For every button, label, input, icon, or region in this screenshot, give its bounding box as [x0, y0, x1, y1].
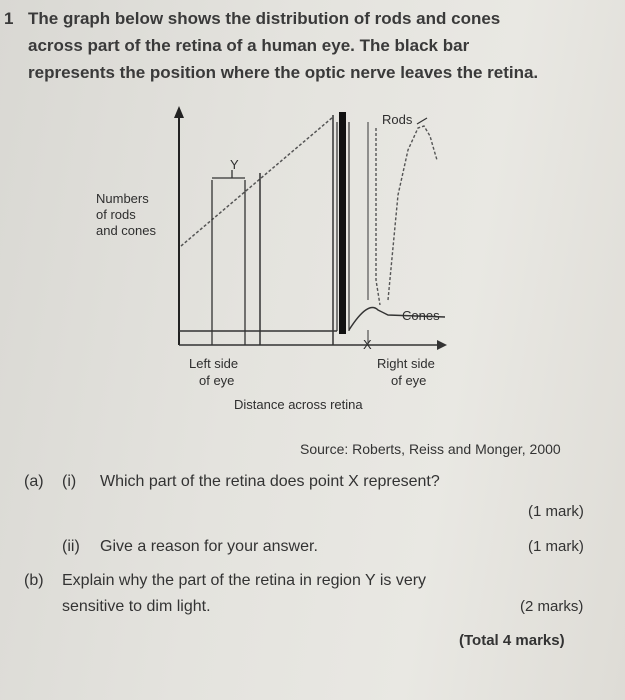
region-y-label: Y	[230, 157, 239, 172]
x-axis-arrow	[437, 340, 447, 350]
rods-curve-left	[181, 117, 333, 246]
part-a-i-question: Which part of the retina does point X represent?	[100, 473, 440, 490]
part-a-i-marks: (1 mark)	[528, 503, 584, 520]
question-number: 1	[4, 9, 14, 28]
question-intro-line-1: The graph below shows the distribution of rods and cones	[28, 9, 501, 28]
part-b-marks: (2 marks)	[520, 598, 584, 615]
part-b-question-line-1: Explain why the part of the retina in region Y is very	[62, 572, 427, 589]
rods-label: Rods	[382, 112, 413, 127]
y-axis-arrow	[174, 106, 184, 118]
part-b-label: (b)	[24, 572, 44, 589]
part-a-label: (a)	[24, 473, 44, 490]
rods-curve-right	[376, 126, 437, 305]
cones-label: Cones	[402, 308, 440, 323]
part-a-ii-marks: (1 mark)	[528, 538, 584, 555]
question-intro-line-2: across part of the retina of a human eye. The black bar	[28, 36, 470, 55]
part-b-question-line-2: sensitive to dim light.	[62, 598, 211, 615]
part-a-ii-question: Give a reason for your answer.	[100, 538, 318, 555]
question-intro-line-3: represents the position where the optic nerve leaves the retina.	[28, 63, 539, 82]
optic-nerve-bar	[339, 112, 346, 334]
left-side-label: Left side of eye	[189, 356, 239, 388]
x-axis-label: Distance across retina	[234, 397, 363, 412]
point-x-label: X	[363, 337, 372, 352]
part-a-ii-label: (ii)	[62, 538, 80, 555]
right-side-label: Right side of eye	[377, 356, 435, 388]
rods-label-pointer	[417, 118, 427, 124]
y-axis-label: Numbers of rods and cones	[96, 191, 156, 238]
source-citation: Source: Roberts, Reiss and Monger, 2000	[300, 441, 561, 457]
total-marks: (Total 4 marks)	[459, 632, 565, 649]
part-a-i-label: (i)	[62, 473, 77, 490]
